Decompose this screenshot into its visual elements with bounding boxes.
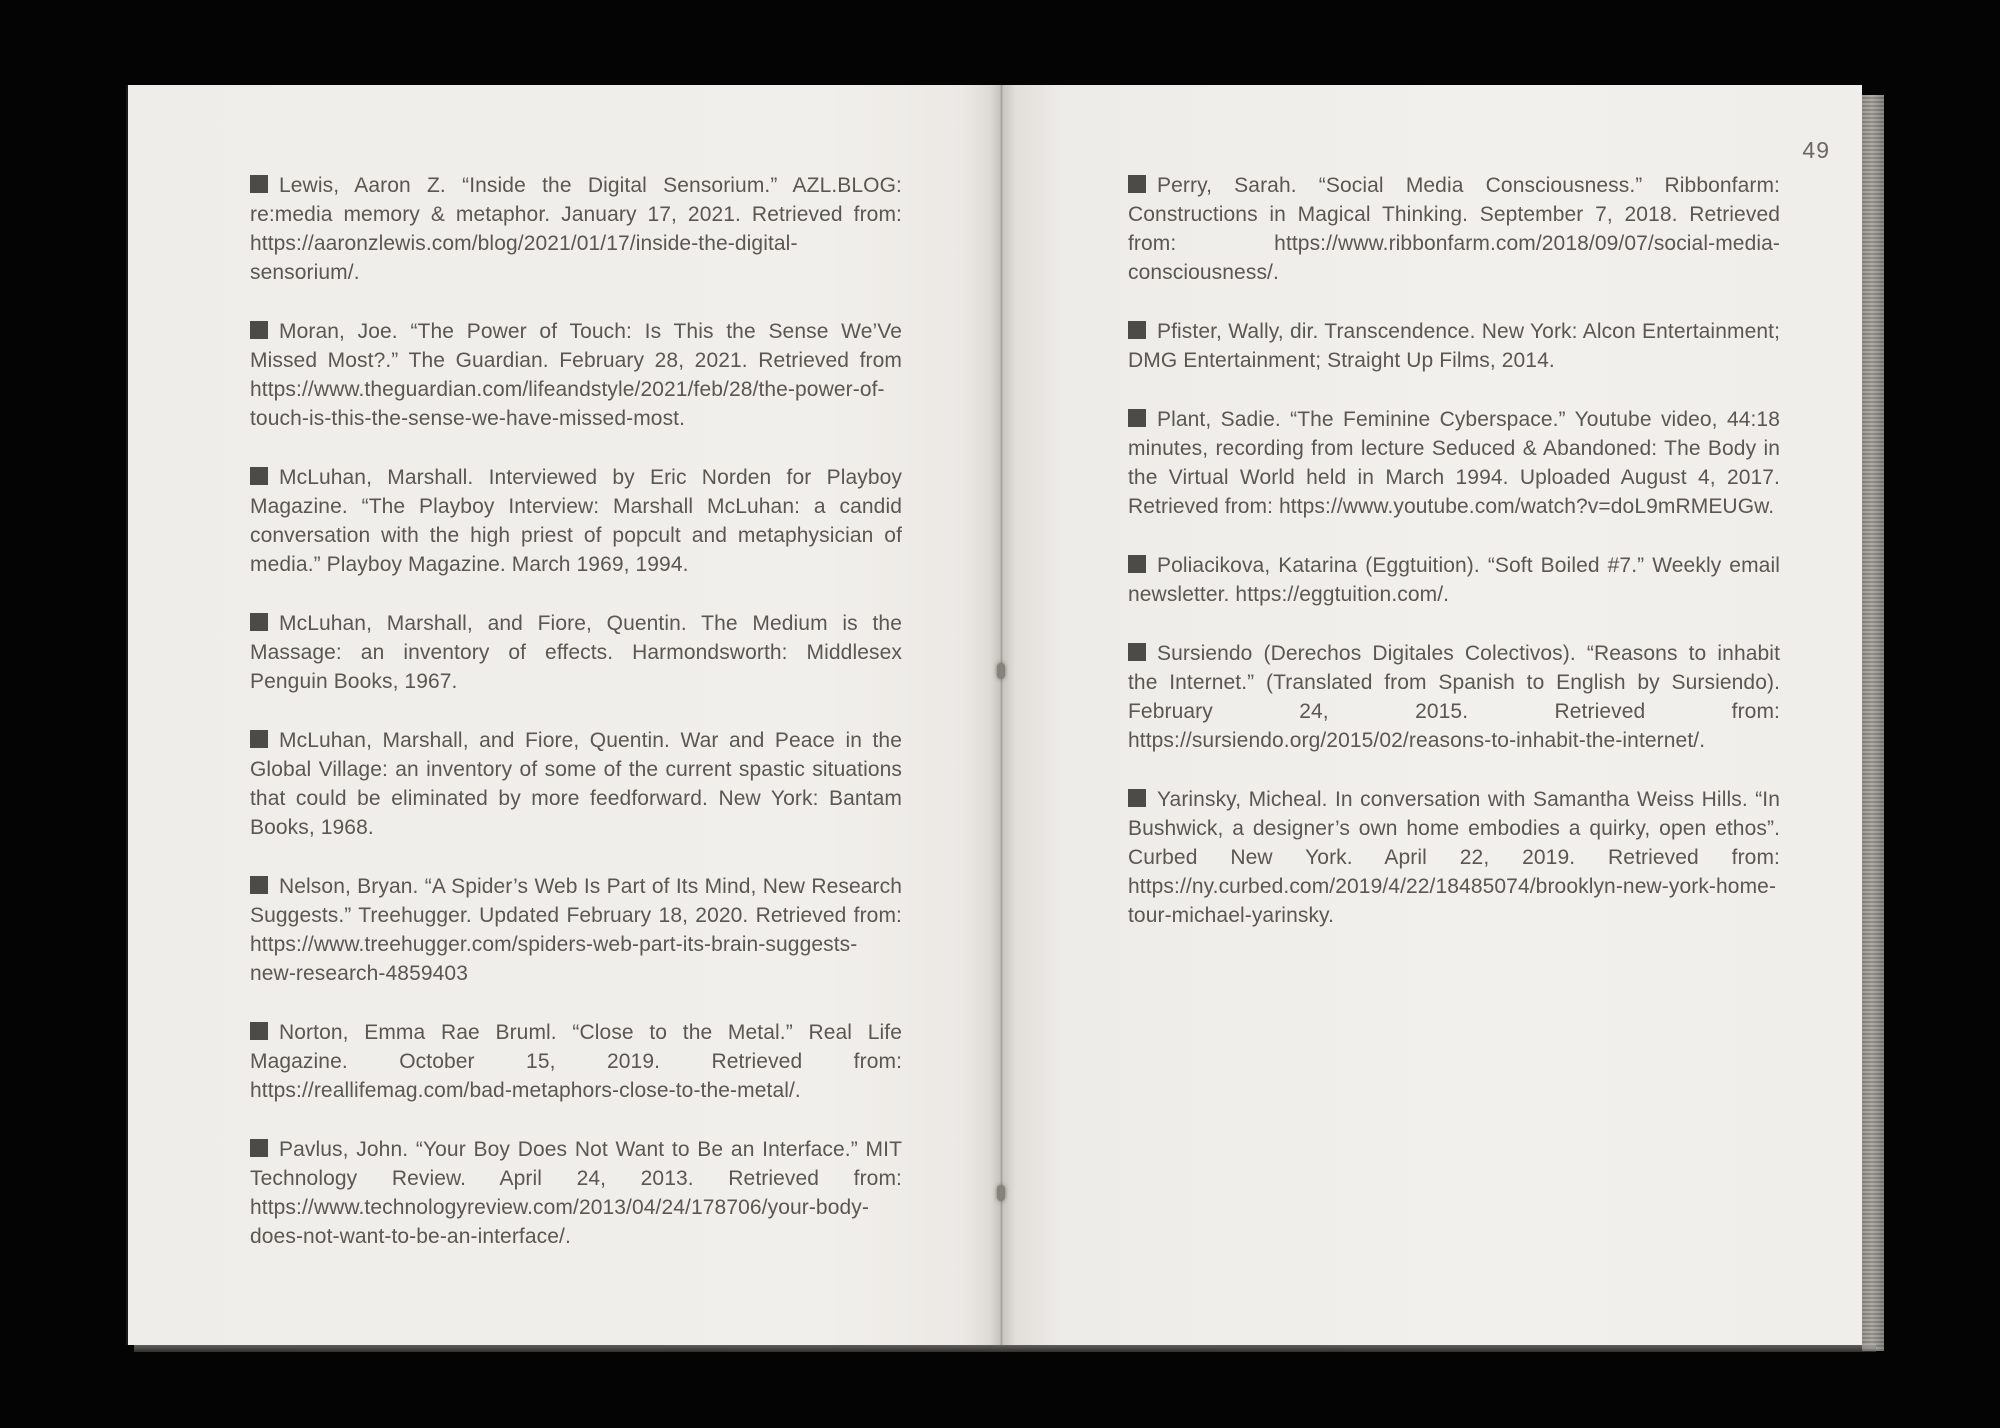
reference-entry (1128, 171, 1780, 287)
square-bullet-icon (250, 1022, 268, 1040)
reference-text: Yarinsky, Micheal. In conversation with Samantha Weiss Hills. “In Bushwick, a designer’s own home embodies a quirky, open ethos”. Curbed New York. April 22, 2019. Retrieved from: https://ny.curbed.com/2019/4/22/18485074/brooklyn-new-york-home-tour-michael-yarinsky. (1128, 788, 1780, 927)
reference-text: Moran, Joe. “The Power of Touch: Is This the Sense We’Ve Missed Most?.” The Guardian. February 28, 2021. Retrieved from https://www.theguardian.com/lifeandstyle/2021/feb/28/the-power-of-touch-is-this-the-sense-we-have-missed-most. (250, 320, 902, 430)
page-stack-edge-right (1862, 95, 1884, 1351)
page-number: 49 (1802, 137, 1830, 163)
reference-text: Pavlus, John. “Your Boy Does Not Want to Be an Interface.” MIT Technology Review. April 24, 2013. Retrieved from: https://www.technologyreview.com/2013/04/24/178706/your-body-does-not-want-to-be-an-interface/. (250, 1138, 902, 1248)
square-bullet-icon (250, 1139, 268, 1157)
reference-text: Plant, Sadie. “The Feminine Cyberspace.” Youtube video, 44:18 minutes, recording from lecture Seduced & Abandoned: The Body in the Virtual World held in March 1994. Uploaded August 4, 2017. Retrieved from: https://www.youtube.com/watch?v=doL9mRMEUGw. (1128, 408, 1780, 518)
reference-text: Pfister, Wally, dir. Transcendence. New York: Alcon Entertainment; DMG Entertainment; Straight Up Films, 2014. (1128, 320, 1780, 372)
reference-entry (250, 1018, 902, 1105)
reference-entry (250, 726, 902, 842)
square-bullet-icon (1128, 175, 1146, 193)
reference-entry (1128, 405, 1780, 521)
reference-text: McLuhan, Marshall, and Fiore, Quentin. War and Peace in the Global Village: an inventory of some of the current spastic situations that could be eliminated by more feedforward. New York: Bantam Books, 1968. (250, 729, 902, 839)
reference-entry (250, 872, 902, 988)
square-bullet-icon (250, 876, 268, 894)
reference-text: Lewis, Aaron Z. “Inside the Digital Sensorium.” AZL.BLOG: re:media memory & metaphor. January 17, 2021. Retrieved from: https://aaronzlewis.com/blog/2021/01/17/inside-the-digital-sensorium/. (250, 174, 902, 284)
page-left (128, 85, 1002, 1345)
binding-stitch-icon (997, 1185, 1005, 1201)
page-stack-edge-bottom (134, 1344, 1876, 1352)
square-bullet-icon (1128, 409, 1146, 427)
square-bullet-icon (1128, 555, 1146, 573)
reference-text: Sursiendo (Derechos Digitales Colectivos). “Reasons to inhabit the Internet.” (Translated from Spanish to English by Sursiendo). February 24, 2015. Retrieved from: https://sursiendo.org/2015/02/reasons-to-inhabit-the-internet/. (1128, 642, 1780, 752)
reference-list-left (250, 171, 902, 1251)
reference-text: Norton, Emma Rae Bruml. “Close to the Metal.” Real Life Magazine. October 15, 2019. Retrieved from: https://reallifemag.com/bad-metaphors-close-to-the-metal/. (250, 1021, 902, 1102)
reference-text: Nelson, Bryan. “A Spider’s Web Is Part of Its Mind, New Research Suggests.” Treehugger. Updated February 18, 2020. Retrieved from: https://www.treehugger.com/spiders-web-part-its-brain-suggests-new-research-4859403 (250, 875, 902, 985)
reference-entry (250, 1135, 902, 1251)
square-bullet-icon (1128, 643, 1146, 661)
binding-stitch-icon (997, 663, 1005, 679)
square-bullet-icon (250, 613, 268, 631)
reference-entry (250, 463, 902, 579)
reference-text: Perry, Sarah. “Social Media Consciousness.” Ribbonfarm: Constructions in Magical Thinking. September 7, 2018. Retrieved from: https://www.ribbonfarm.com/2018/09/07/social-media-consciousness/. (1128, 174, 1780, 284)
square-bullet-icon (250, 175, 268, 193)
reference-entry (1128, 639, 1780, 755)
reference-entry (250, 171, 902, 287)
book-gutter (1000, 85, 1003, 1345)
square-bullet-icon (250, 467, 268, 485)
reference-entry (1128, 317, 1780, 375)
reference-list-right (1128, 171, 1780, 930)
reference-entry (1128, 551, 1780, 609)
square-bullet-icon (1128, 789, 1146, 807)
book-spread (128, 85, 1862, 1345)
reference-text: McLuhan, Marshall, and Fiore, Quentin. The Medium is the Massage: an inventory of effects. Harmondsworth: Middlesex Penguin Books, 1967. (250, 612, 902, 693)
square-bullet-icon (250, 730, 268, 748)
reference-entry (250, 609, 902, 696)
page-right (1002, 85, 1862, 1345)
square-bullet-icon (1128, 321, 1146, 339)
reference-text: Poliacikova, Katarina (Eggtuition). “Soft Boiled #7.” Weekly email newsletter. https://eggtuition.com/. (1128, 554, 1780, 606)
reference-entry (250, 317, 902, 433)
square-bullet-icon (250, 321, 268, 339)
reference-entry (1128, 785, 1780, 930)
reference-text: McLuhan, Marshall. Interviewed by Eric Norden for Playboy Magazine. “The Playboy Interview: Marshall McLuhan: a candid conversation with the high priest of popcult and metaphysician of media.” Playboy Magazine. March 1969, 1994. (250, 466, 902, 576)
